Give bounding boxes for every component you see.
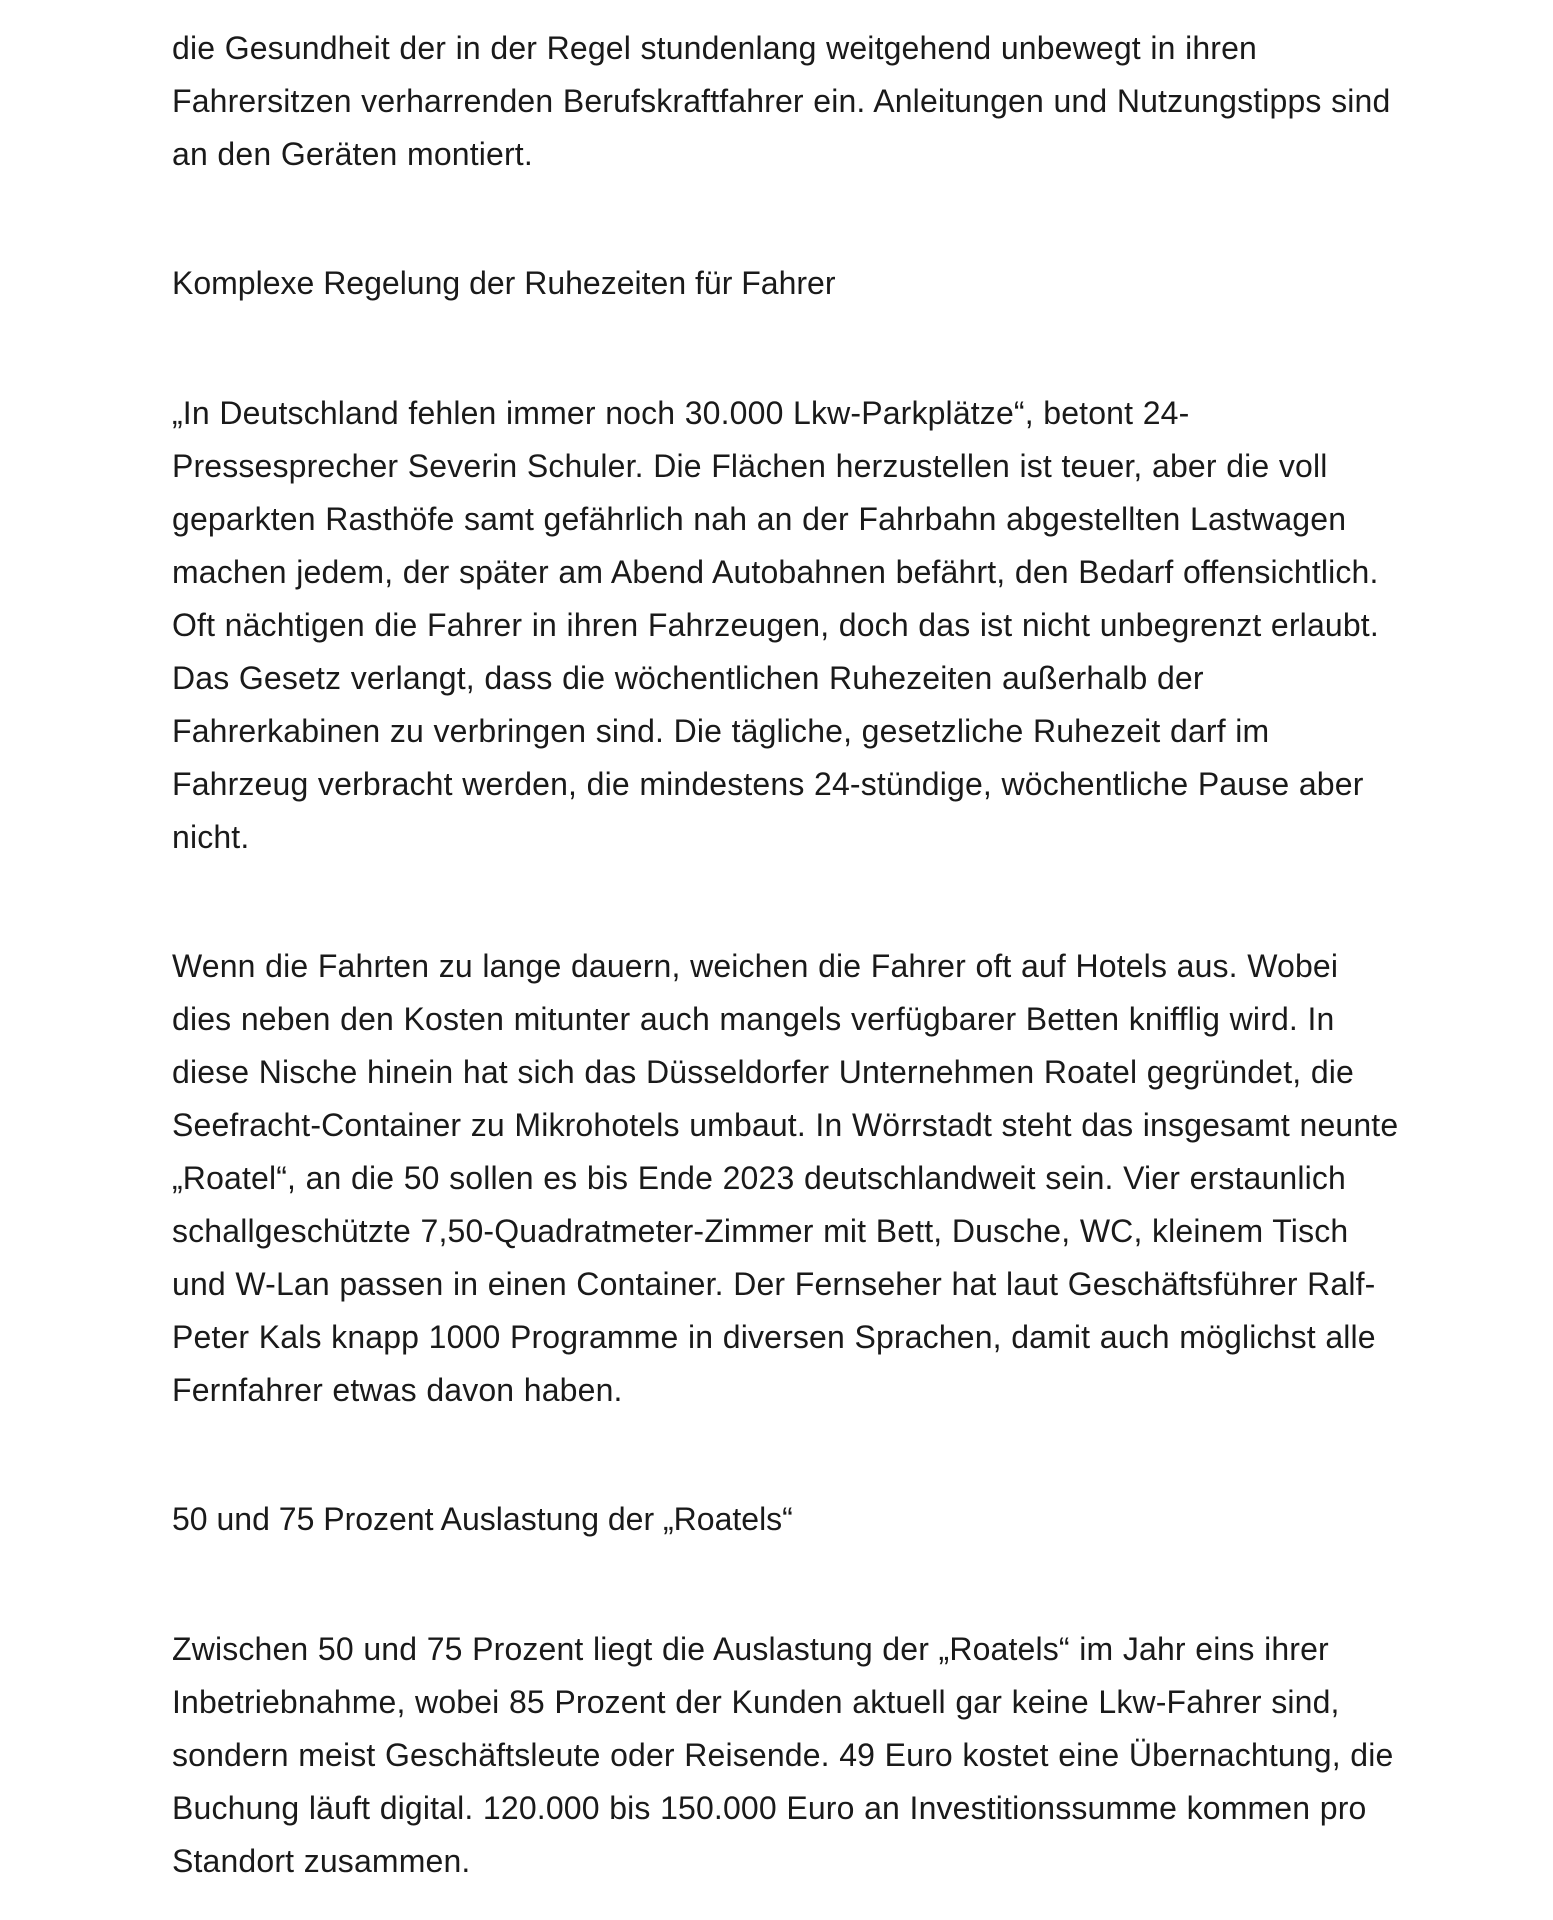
paragraph-occupancy: Zwischen 50 und 75 Prozent liegt die Auslastung der „Roatels“ im Jahr eins ihrer Inbetriebnahme, wobei 85 Prozent der Kunden aktuell gar keine Lkw-Fahrer sind, sondern meist Geschäftsleute oder Reisende. 49 Euro kostet eine Übernachtung, die Buchung läuft digital. 120.000 bis 150.000 Euro an Investitionssumme kommen pro Standort zusammen.: [172, 1631, 1394, 1879]
paragraph-spacer: [172, 181, 1402, 257]
paragraph-spacer: [172, 1546, 1402, 1623]
paragraph-spacer: [172, 864, 1402, 940]
article-body: [172, 22, 1402, 1888]
paragraph-spacer: [172, 310, 1402, 387]
intro-paragraph: die Gesundheit der in der Regel stundenlang weitgehend unbewegt in ihren Fahrersitzen verharrenden Berufskraftfahrer ein. Anleitungen und Nutzungstipps sind an den Geräten montiert.: [172, 30, 1391, 172]
subheading-occupancy: 50 und 75 Prozent Auslastung der „Roatels“: [172, 1501, 793, 1537]
paragraph-roatel: Wenn die Fahrten zu lange dauern, weichen die Fahrer oft auf Hotels aus. Wobei dies neben den Kosten mitunter auch mangels verfügbarer Betten knifflig wird. In diese Nische hinein hat sich das Düsseldorfer Unternehmen Roatel gegründet, die Seefracht-Container zu Mikrohotels umbaut. In Wörrstadt steht das insgesamt neunte „Roatel“, an die 50 sollen es bis Ende 2023 deutschlandweit sein. Vier erstaunlich schallgeschützte 7,50-Quadratmeter-Zimmer mit Bett, Dusche, WC, kleinem Tisch und W-Lan passen in einen Container. Der Fernseher hat laut Geschäftsführer Ralf-Peter Kals knapp 1000 Programme in diversen Sprachen, damit auch möglichst alle Fernfahrer etwas davon haben.: [172, 948, 1399, 1408]
subheading-rest-periods: Komplexe Regelung der Ruhezeiten für Fahrer: [172, 265, 836, 301]
paragraph-spacer: [172, 1417, 1402, 1493]
paragraph-parking: „In Deutschland fehlen immer noch 30.000 Lkw-Parkplätze“, betont 24-Pressesprecher Severin Schuler. Die Flächen herzustellen ist teuer, aber die voll geparkten Rasthöfe samt gefährlich nah an der Fahrbahn abgestellten Lastwagen machen jedem, der später am Abend Autobahnen befährt, den Bedarf offensichtlich. Oft nächtigen die Fahrer in ihren Fahrzeugen, doch das ist nicht unbegrenzt erlaubt. Das Gesetz verlangt, dass die wöchentlichen Ruhezeiten außerhalb der Fahrerkabinen zu verbringen sind. Die tägliche, gesetzliche Ruhezeit darf im Fahrzeug verbracht werden, die mindestens 24-stündige, wöchentliche Pause aber nicht.: [172, 395, 1379, 855]
